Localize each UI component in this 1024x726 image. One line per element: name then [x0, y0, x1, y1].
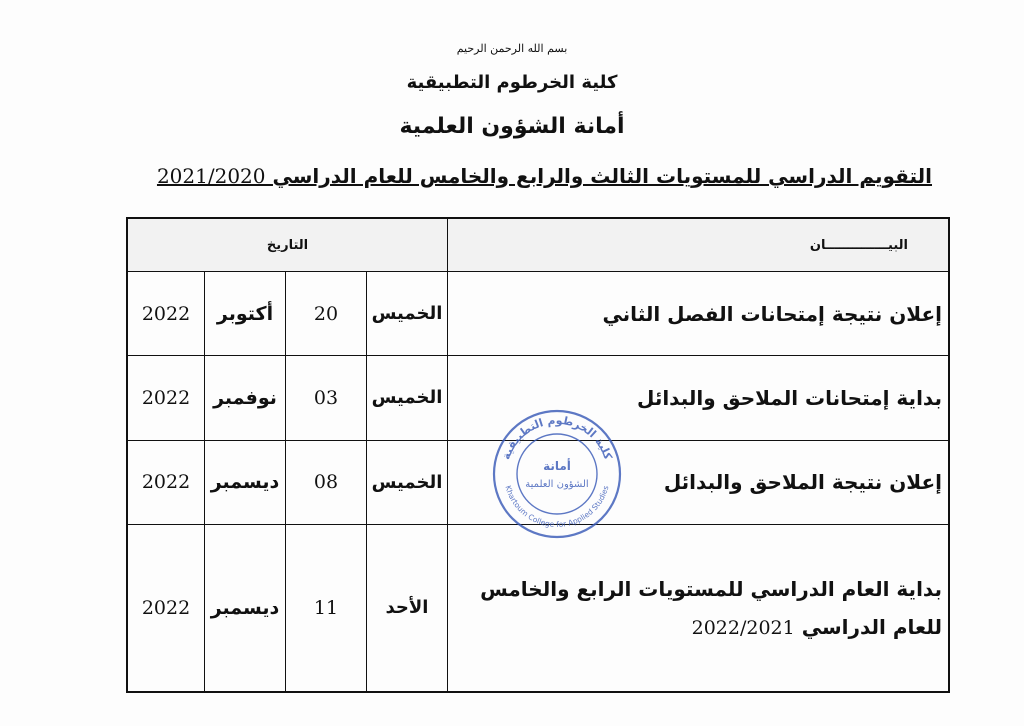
month-cell: أكتوبر	[205, 272, 286, 356]
col-header-date: التاريخ	[127, 218, 448, 272]
statement-cell: بداية إمتحانات الملاحق والبدائل	[448, 356, 950, 440]
year-cell: 2022	[127, 356, 205, 440]
statement-cell: إعلان نتيجة الملاحق والبدائل	[448, 440, 950, 524]
statement-text: بداية العام الدراسي للمستويات الرابع والخامس للعام الدراسي	[480, 576, 942, 639]
year-cell: 2022	[127, 440, 205, 524]
college-name: كلية الخرطوم التطبيقية	[406, 72, 618, 93]
calendar-title-text: التقويم الدراسي للمستويات الثالث والرابع والخامس للعام الدراسي	[272, 164, 932, 188]
col-header-statement: البيــــــــــــــان	[448, 218, 950, 272]
month-cell: نوفمبر	[205, 356, 286, 440]
day-number-cell: 03	[286, 356, 367, 440]
year-cell: 2022	[127, 524, 205, 692]
table-row	[127, 356, 949, 440]
table-row	[127, 440, 949, 524]
year-cell: 2022	[127, 272, 205, 356]
day-number-cell: 08	[286, 440, 367, 524]
stamp-arabic-arc: كلية الخرطوم التطبيقية	[499, 413, 615, 462]
month-cell: ديسمبر	[205, 440, 286, 524]
day-cell: الخميس	[367, 272, 448, 356]
statement-year: 2022/2021	[691, 616, 795, 639]
calendar-title-year: 2021/2020	[156, 164, 266, 188]
stamp-center-line1: أمانة	[543, 459, 571, 473]
table-row	[127, 272, 949, 356]
month-cell: ديسمبر	[205, 524, 286, 692]
day-cell: الأحد	[367, 524, 448, 692]
table-row	[127, 524, 949, 692]
day-cell: الخميس	[367, 440, 448, 524]
stamp-center-line2: الشؤون العلمية	[525, 479, 589, 490]
department-name: أمانة الشؤون العلمية	[399, 114, 625, 139]
basmala: بسم الله الرحمن الرحيم	[456, 42, 568, 55]
stamp-english-arc: Khartoum College for Applied Studies	[503, 484, 611, 530]
day-cell: الخميس	[367, 356, 448, 440]
calendar-table	[126, 217, 950, 693]
statement-cell	[448, 524, 950, 692]
table-header-row	[127, 218, 949, 272]
day-number-cell: 11	[286, 524, 367, 692]
day-number-cell: 20	[286, 272, 367, 356]
calendar-title	[152, 164, 932, 188]
statement-cell: إعلان نتيجة إمتحانات الفصل الثاني	[448, 272, 950, 356]
